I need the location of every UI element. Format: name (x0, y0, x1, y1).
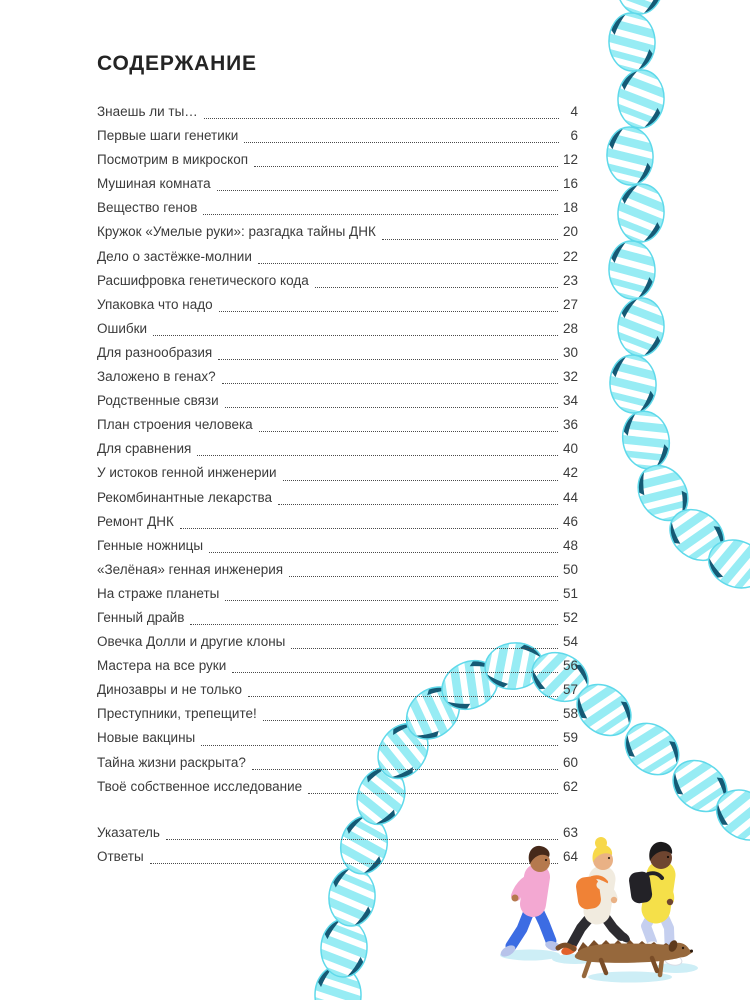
toc-entry-label: Преступники, трепещите! (97, 706, 257, 722)
dot-leader (278, 504, 558, 505)
toc-entry-label: Генные ножницы (97, 537, 204, 553)
toc-list (97, 100, 578, 799)
toc-entry-label: Вещество генов (97, 200, 198, 216)
toc-entry-page: 48 (562, 537, 578, 553)
toc-entry-label: План строения человека (97, 417, 253, 433)
toc-entry-page: 63 (562, 824, 578, 840)
child-orange-backpack (560, 837, 632, 957)
toc-entry-page: 28 (562, 320, 578, 336)
dot-leader (190, 624, 558, 625)
toc-entry-page: 20 (562, 224, 578, 240)
dot-leader (203, 214, 558, 215)
toc-row (97, 775, 578, 799)
toc-entry-page: 12 (562, 152, 578, 168)
toc-row (97, 341, 578, 365)
dot-leader (289, 576, 558, 577)
toc-entry-label: Ответы (97, 848, 144, 864)
toc-entry-label: Первые шаги генетики (97, 128, 239, 144)
toc-row (97, 196, 578, 220)
toc-entry-page: 57 (562, 682, 578, 698)
toc-entry-page: 51 (562, 585, 578, 601)
toc-row (97, 461, 578, 485)
dot-leader (315, 287, 558, 288)
toc-row (97, 172, 578, 196)
toc-entry-label: У истоков генной инженерии (97, 465, 277, 481)
toc-entry-page: 62 (562, 778, 578, 794)
dot-leader (291, 648, 558, 649)
toc-row (97, 654, 578, 678)
toc-row (97, 317, 578, 341)
toc-row (97, 220, 578, 244)
toc-row (97, 486, 578, 510)
toc-entry-page: 42 (562, 465, 578, 481)
toc-row (97, 510, 578, 534)
toc-row (97, 365, 578, 389)
dot-leader (244, 142, 559, 143)
toc-entry-label: «Зелёная» генная инженерия (97, 561, 284, 577)
dot-leader (382, 239, 558, 240)
toc-row (97, 534, 578, 558)
toc-row (97, 702, 578, 726)
toc-row (97, 558, 578, 582)
toc-entry-page: 44 (562, 489, 578, 505)
toc-entry-label: Твоё собственное исследование (97, 778, 303, 794)
dot-leader (252, 769, 558, 770)
toc-row (97, 148, 578, 172)
toc-entry-label: Овечка Долли и другие клоны (97, 634, 286, 650)
dot-leader (232, 672, 558, 673)
dot-leader (258, 263, 558, 264)
toc-entry-page: 58 (562, 706, 578, 722)
toc-entry-label: Родственные связи (97, 393, 219, 409)
toc-entry-page: 27 (562, 296, 578, 312)
toc-entry-label: Посмотрим в микроскоп (97, 152, 249, 168)
dot-leader (153, 335, 558, 336)
toc-entry-label: Дело о застёжке-молнии (97, 248, 252, 264)
toc-entry-page: 46 (562, 513, 578, 529)
toc-entry-label: Динозавры и не только (97, 682, 243, 698)
dot-leader (219, 311, 558, 312)
toc-entry-label: Мушиная комната (97, 176, 211, 192)
toc-row (97, 678, 578, 702)
toc-row (97, 245, 578, 269)
dot-leader (222, 383, 558, 384)
toc-row (97, 124, 578, 148)
toc-entry-label: Новые вакцины (97, 730, 196, 746)
dot-leader (218, 359, 558, 360)
toc-entry-label: Заложено в генах? (97, 369, 216, 385)
toc-entry-label: Мастера на все руки (97, 658, 227, 674)
toc-entry-page: 4 (570, 104, 578, 119)
toc-entry-label: Рекомбинантные лекарства (97, 489, 272, 505)
toc-row (97, 582, 578, 606)
page-title: СОДЕРЖАНИЕ (97, 52, 257, 75)
toc-row (97, 630, 578, 654)
toc-entry-page: 32 (562, 369, 578, 385)
toc-entry-label: На страже планеты (97, 585, 220, 601)
dot-leader (254, 166, 558, 167)
dot-leader (259, 431, 558, 432)
toc-entry-page: 59 (562, 730, 578, 746)
toc-row (97, 100, 578, 124)
toc-entry-page: 54 (562, 634, 578, 650)
toc-entry-page: 52 (562, 609, 578, 625)
toc-entry-page: 30 (562, 344, 578, 360)
toc-entry-label: Указатель (97, 824, 160, 840)
children-walking-with-dog-illustration (480, 830, 750, 1000)
toc-entry-label: Для сравнения (97, 441, 192, 457)
dot-leader (197, 455, 558, 456)
dot-leader (225, 407, 558, 408)
dot-leader (263, 720, 558, 721)
toc-entry-page: 50 (562, 561, 578, 577)
toc-entry-label: Упаковка что надо (97, 296, 213, 312)
dot-leader (180, 528, 558, 529)
toc-entry-label: Генный драйв (97, 609, 185, 625)
toc-entry-label: Расшифровка генетического кода (97, 272, 309, 288)
toc-entry-page: 16 (562, 176, 578, 192)
dot-leader (225, 600, 558, 601)
toc-entry-label: Кружок «Умелые руки»: разгадка тайны ДНК (97, 224, 376, 240)
toc-entry-page: 22 (562, 248, 578, 264)
toc-entry-page: 56 (562, 658, 578, 674)
toc-entry-page: 36 (562, 417, 578, 433)
dot-leader (308, 793, 558, 794)
dot-leader (204, 118, 559, 119)
toc-row (97, 437, 578, 461)
toc-entry-page: 40 (562, 441, 578, 457)
toc-entry-page: 34 (562, 393, 578, 409)
toc-entry-label: Ремонт ДНК (97, 513, 174, 529)
toc-row (97, 606, 578, 630)
dot-leader (283, 480, 558, 481)
toc-entry-label: Ошибки (97, 320, 148, 336)
toc-entry-page: 18 (562, 200, 578, 216)
dot-leader (217, 190, 558, 191)
toc-row (97, 293, 578, 317)
dot-leader (201, 745, 558, 746)
toc-row (97, 413, 578, 437)
dot-leader (209, 552, 558, 553)
toc-row (97, 751, 578, 775)
toc-row (97, 389, 578, 413)
toc-entry-label: Тайна жизни раскрыта? (97, 754, 246, 770)
dna-strand-top-right (590, 0, 750, 612)
toc-entry-label: Для разнообразия (97, 344, 213, 360)
toc-entry-page: 23 (562, 272, 578, 288)
toc-row (97, 726, 578, 750)
table-of-contents (97, 52, 578, 869)
toc-entry-label: Знаешь ли ты… (97, 104, 198, 119)
toc-entry-page: 6 (570, 128, 578, 144)
child-pink-sweater (499, 846, 562, 959)
toc-entry-page: 64 (562, 848, 578, 864)
toc-row (97, 269, 578, 293)
dot-leader (248, 696, 558, 697)
toc-entry-page: 60 (562, 754, 578, 770)
